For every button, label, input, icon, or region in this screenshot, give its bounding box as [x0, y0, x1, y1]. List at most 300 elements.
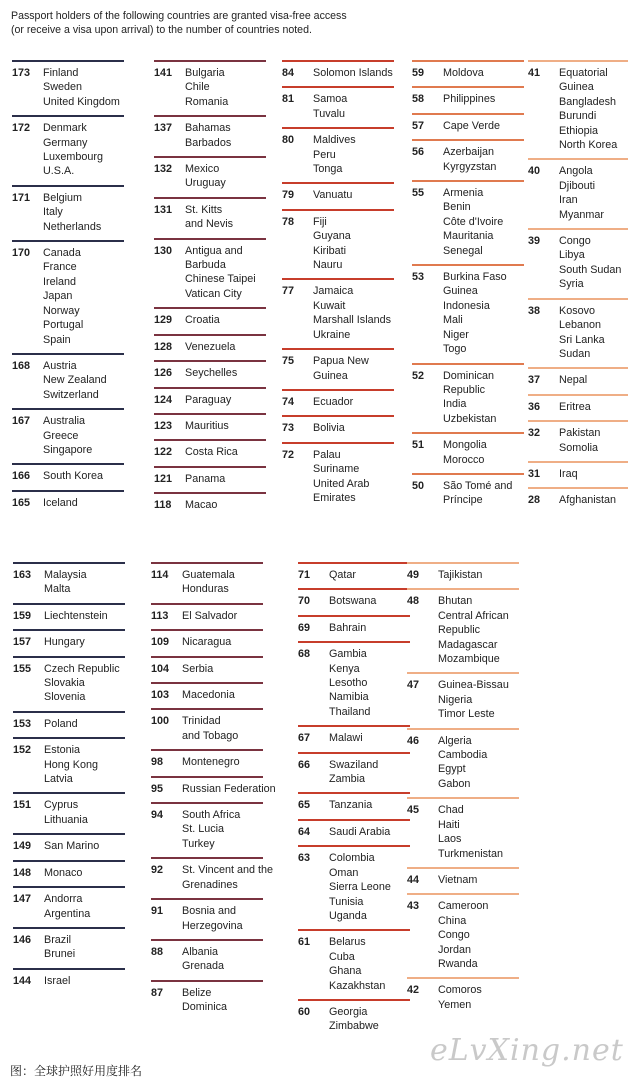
country-name: Netherlands — [43, 220, 102, 233]
country-name: Lithuania — [44, 813, 88, 826]
country-list — [559, 467, 578, 481]
visa-free-count: 56 — [412, 146, 425, 159]
country-name: Eritrea — [559, 400, 591, 413]
country-name: Guinea-Bissau — [438, 679, 509, 692]
country-name: Palau — [313, 448, 341, 461]
rank-group — [282, 209, 393, 273]
rank-row — [282, 66, 393, 80]
rank-row — [528, 493, 621, 507]
country-list — [559, 304, 605, 362]
visa-free-count: 144 — [13, 974, 32, 987]
rank-group — [154, 334, 256, 354]
visa-free-count: 168 — [12, 359, 31, 372]
rank-divider — [298, 725, 410, 727]
rank-divider — [154, 413, 266, 415]
rank-divider — [528, 298, 628, 300]
country-name: Uruguay — [185, 177, 226, 190]
country-name: Djibouti — [559, 179, 596, 192]
country-name: Madagascar — [438, 638, 498, 651]
country-name: Armenia — [443, 187, 484, 200]
bottom-column-1 — [13, 562, 120, 994]
country-name: United Arab — [313, 477, 370, 490]
country-name: Niger — [443, 328, 469, 341]
country-name: Mauritius — [185, 419, 229, 432]
country-list — [559, 66, 617, 152]
country-name: Comoros — [438, 984, 482, 997]
rank-row — [412, 92, 512, 106]
country-name: Gabon — [438, 777, 471, 790]
rank-divider — [298, 615, 410, 617]
country-name: Ukraine — [313, 328, 351, 341]
rank-row — [12, 496, 120, 510]
rank-row — [298, 594, 391, 608]
visa-free-count: 77 — [282, 285, 295, 298]
rank-divider — [12, 240, 124, 242]
country-name: Mauritania — [443, 230, 494, 243]
country-list — [44, 839, 99, 853]
country-list — [329, 758, 378, 787]
visa-free-count: 146 — [13, 933, 32, 946]
country-name: Singapore — [43, 443, 93, 456]
top-column-4 — [412, 60, 512, 514]
country-list — [182, 863, 273, 892]
rank-divider — [151, 656, 263, 658]
country-name: Namibia — [329, 691, 369, 704]
rank-row — [282, 92, 393, 121]
rank-divider — [154, 466, 266, 468]
country-name: Guinea — [443, 285, 478, 298]
visa-free-count: 39 — [528, 235, 541, 248]
visa-free-count: 69 — [298, 621, 311, 634]
country-name: Turkey — [182, 837, 215, 850]
country-name: Denmark — [43, 122, 87, 135]
country-name: Uganda — [329, 909, 367, 922]
country-name: Belgium — [43, 191, 83, 204]
rank-group — [12, 185, 120, 234]
country-name: Cuba — [329, 950, 355, 963]
country-name: Zimbabwe — [329, 1020, 379, 1033]
country-name: Ghana — [329, 965, 362, 978]
country-name: Maldives — [313, 134, 356, 147]
visa-free-count: 45 — [407, 804, 420, 817]
country-list — [329, 621, 366, 635]
country-list — [438, 594, 509, 666]
rank-divider — [13, 737, 125, 739]
country-name: Libya — [559, 249, 585, 262]
country-name: Paraguay — [185, 393, 232, 406]
country-name: Switzerland — [43, 388, 99, 401]
country-name: Equatorial — [559, 67, 608, 79]
rank-group — [407, 672, 509, 721]
rank-divider — [12, 490, 124, 492]
visa-free-count: 173 — [12, 67, 31, 79]
country-name: Angola — [559, 165, 593, 178]
country-name: Central African — [438, 609, 509, 622]
country-name: Mozambique — [438, 653, 500, 666]
country-list — [443, 270, 507, 356]
visa-free-count: 118 — [154, 499, 172, 512]
rank-group — [298, 725, 391, 745]
rank-divider — [154, 360, 266, 362]
country-name: Tanzania — [329, 799, 373, 812]
country-name: Timor Leste — [438, 708, 495, 721]
country-name: Burundi — [559, 110, 597, 123]
country-list — [313, 188, 352, 202]
country-name: Canada — [43, 247, 81, 260]
rank-row — [528, 164, 621, 222]
visa-free-count: 65 — [298, 799, 311, 812]
rank-group — [13, 833, 120, 853]
visa-free-count: 166 — [12, 470, 31, 483]
country-name: Iran — [559, 194, 578, 207]
country-list — [44, 933, 75, 962]
country-name: Costa Rica — [185, 446, 238, 459]
rank-divider — [13, 927, 125, 929]
country-list — [43, 414, 92, 457]
rank-row — [154, 472, 256, 486]
country-name: Slovakia — [44, 677, 85, 690]
rank-group — [13, 968, 120, 988]
country-name: Andorra — [44, 893, 83, 906]
country-list — [185, 340, 235, 354]
country-list — [43, 469, 103, 483]
rank-group — [13, 629, 120, 649]
country-name: Pakistan — [559, 427, 601, 440]
country-name: Gambia — [329, 648, 367, 661]
country-list — [443, 66, 484, 80]
rank-divider — [528, 367, 628, 369]
country-name: Argentina — [44, 907, 91, 920]
bottom-column-4 — [407, 562, 509, 1018]
figure-caption: 图：全球护照好用度排名 — [10, 1064, 143, 1078]
rank-row — [151, 755, 276, 769]
country-name: New Zealand — [43, 374, 107, 387]
visa-free-count: 53 — [412, 271, 425, 284]
country-list — [313, 284, 391, 342]
rank-divider — [12, 60, 124, 62]
country-list — [44, 743, 98, 786]
visa-free-count: 109 — [151, 636, 170, 649]
country-name: São Tomé and — [443, 479, 513, 492]
visa-free-count: 38 — [528, 304, 541, 317]
rank-group — [298, 562, 391, 582]
visa-free-count: 74 — [282, 395, 295, 408]
rank-group — [154, 387, 256, 407]
visa-free-count: 59 — [412, 67, 425, 79]
country-name: Chinese Taipei — [185, 273, 256, 286]
rank-row — [151, 945, 276, 974]
rank-row — [407, 678, 509, 721]
country-name: Bhutan — [438, 595, 473, 608]
country-name: Venezuela — [185, 340, 236, 353]
rank-divider — [528, 228, 628, 230]
rank-row — [298, 731, 391, 745]
rank-row — [13, 635, 120, 649]
country-name: St. Lucia — [182, 823, 225, 836]
visa-free-count: 126 — [154, 367, 173, 380]
rank-group — [282, 278, 393, 342]
country-name: Israel — [44, 974, 71, 987]
rank-group — [298, 641, 391, 719]
country-name: Botswana — [329, 595, 377, 608]
visa-free-count: 40 — [528, 165, 541, 178]
visa-free-count: 141 — [154, 67, 173, 79]
visa-free-count: 95 — [151, 782, 164, 795]
rank-row — [412, 270, 512, 356]
rank-divider — [412, 86, 524, 88]
country-name: Qatar — [329, 569, 357, 581]
country-list — [329, 935, 385, 993]
rank-group — [13, 711, 120, 731]
visa-free-count: 171 — [12, 191, 31, 204]
rank-group — [13, 927, 120, 962]
rank-divider — [298, 792, 410, 794]
rank-row — [13, 892, 120, 921]
visa-free-count: 167 — [12, 415, 31, 428]
rank-divider — [282, 348, 394, 350]
country-name: and Nevis — [185, 218, 234, 231]
rank-group — [412, 60, 512, 80]
country-name: Iraq — [559, 467, 578, 480]
country-list — [185, 366, 237, 380]
visa-free-count: 123 — [154, 419, 173, 432]
rank-group — [151, 682, 276, 702]
country-name: France — [43, 261, 77, 274]
rank-divider — [13, 886, 125, 888]
visa-free-count: 58 — [412, 93, 425, 106]
visa-free-count: 98 — [151, 756, 164, 769]
country-name: Cameroon — [438, 900, 489, 913]
country-list — [559, 234, 621, 292]
country-name: Yemen — [438, 998, 472, 1011]
country-name: Chad — [438, 804, 464, 817]
country-list — [44, 866, 82, 880]
country-name: Oman — [329, 866, 359, 879]
visa-free-count: 121 — [154, 472, 173, 485]
visa-free-count: 79 — [282, 189, 295, 202]
country-name: Guyana — [313, 230, 351, 243]
country-name: Hungary — [44, 636, 85, 649]
country-name: Chile — [185, 81, 210, 94]
country-name: Nigeria — [438, 693, 473, 706]
country-list — [329, 647, 370, 719]
country-name: Algeria — [438, 734, 472, 747]
country-list — [182, 714, 238, 743]
rank-row — [298, 758, 391, 787]
country-name: Bolivia — [313, 422, 345, 435]
rank-group — [412, 363, 512, 427]
rank-group — [12, 353, 120, 402]
country-list — [43, 121, 103, 179]
country-list — [313, 448, 369, 506]
visa-free-count: 114 — [151, 569, 169, 581]
rank-divider — [298, 845, 410, 847]
country-name: Cambodia — [438, 749, 488, 762]
country-name: Myanmar — [559, 208, 604, 221]
rank-row — [282, 133, 393, 176]
rank-group — [298, 752, 391, 787]
country-name: Egypt — [438, 763, 466, 776]
rank-divider — [282, 415, 394, 417]
country-name: Tonga — [313, 163, 343, 176]
visa-free-count: 46 — [407, 734, 420, 747]
country-name: Iceland — [43, 496, 78, 509]
rank-group — [154, 115, 256, 150]
country-name: Benin — [443, 201, 471, 214]
visa-free-count: 91 — [151, 905, 164, 918]
rank-row — [412, 119, 512, 133]
visa-free-count: 41 — [528, 67, 541, 79]
rank-divider — [298, 588, 410, 590]
country-list — [443, 369, 496, 427]
country-name: Latvia — [44, 773, 73, 786]
visa-free-count: 75 — [282, 355, 295, 368]
country-name: Somolia — [559, 441, 599, 454]
rank-row — [13, 866, 120, 880]
visa-free-count: 147 — [13, 893, 32, 906]
country-name: Vanuatu — [313, 189, 353, 202]
rank-row — [407, 568, 509, 582]
country-name: Slovenia — [44, 691, 86, 704]
country-name: Liechtenstein — [44, 609, 108, 622]
top-column-1 — [12, 60, 120, 516]
rank-row — [412, 369, 512, 427]
country-list — [329, 798, 372, 812]
rank-row — [407, 734, 509, 792]
rank-group — [154, 466, 256, 486]
rank-divider — [154, 439, 266, 441]
country-name: Haiti — [438, 818, 460, 831]
visa-free-count: 32 — [528, 427, 541, 440]
rank-row — [13, 798, 120, 827]
rank-divider — [412, 432, 524, 434]
rank-divider — [407, 588, 519, 590]
country-list — [559, 493, 616, 507]
rank-divider — [151, 562, 263, 564]
country-name: Bangladesh — [559, 95, 617, 108]
country-list — [44, 609, 108, 623]
country-name: Mali — [443, 314, 463, 327]
rank-group — [407, 562, 509, 582]
top-column-2 — [154, 60, 256, 519]
rank-divider — [151, 898, 263, 900]
rank-group — [407, 588, 509, 666]
rank-group — [154, 439, 256, 459]
visa-free-count: 148 — [13, 866, 32, 879]
rank-row — [528, 304, 621, 362]
rank-row — [298, 935, 391, 993]
country-name: Dominican — [443, 369, 495, 382]
rank-group — [282, 60, 393, 80]
rank-group — [154, 413, 256, 433]
rank-row — [282, 421, 393, 435]
rank-row — [412, 145, 512, 174]
rank-group — [412, 432, 512, 467]
rank-divider — [282, 389, 394, 391]
rank-group — [528, 298, 621, 362]
country-name: Philippines — [443, 93, 496, 106]
country-list — [44, 635, 85, 649]
rank-row — [12, 246, 120, 347]
rank-group — [412, 264, 512, 356]
rank-divider — [298, 929, 410, 931]
rank-divider — [282, 209, 394, 211]
country-list — [44, 974, 70, 988]
rank-group — [154, 60, 256, 109]
visa-free-count: 48 — [407, 595, 420, 608]
rank-divider — [412, 139, 524, 141]
visa-free-count: 137 — [154, 122, 173, 135]
rank-row — [528, 234, 621, 292]
country-name: Thailand — [329, 705, 371, 718]
country-name: Senegal — [443, 244, 483, 257]
country-name: Grenadines — [182, 878, 238, 891]
rank-row — [528, 400, 621, 414]
country-name: Azerbaijan — [443, 146, 495, 159]
rank-divider — [151, 708, 263, 710]
visa-free-count: 113 — [151, 609, 169, 622]
rank-group — [12, 240, 120, 347]
country-name: North Korea — [559, 139, 618, 152]
bottom-column-3 — [298, 562, 391, 1040]
rank-divider — [154, 60, 266, 62]
country-name: Antigua and — [185, 244, 243, 257]
rank-group — [151, 776, 276, 796]
rank-group — [151, 898, 276, 933]
country-list — [182, 945, 224, 974]
country-list — [438, 873, 477, 887]
country-name: Guinea — [559, 81, 594, 94]
rank-row — [282, 354, 393, 383]
rank-group — [528, 394, 621, 414]
rank-divider — [151, 802, 263, 804]
rank-row — [12, 66, 120, 109]
visa-free-count: 49 — [407, 569, 420, 581]
country-name: Zambia — [329, 773, 366, 786]
rank-row — [282, 395, 393, 409]
visa-free-count: 60 — [298, 1005, 311, 1018]
country-name: Lebanon — [559, 319, 602, 332]
rank-divider — [282, 60, 394, 62]
country-name: Bulgaria — [185, 67, 225, 79]
country-name: Tunisia — [329, 895, 364, 908]
country-name: Côte d'Ivoire — [443, 215, 504, 228]
country-name: Congo — [559, 235, 591, 248]
rank-row — [407, 594, 509, 666]
rank-divider — [407, 977, 519, 979]
country-name: Uzbekistan — [443, 412, 497, 425]
country-name: Tajikistan — [438, 569, 483, 581]
rank-group — [528, 158, 621, 222]
country-name: Kenya — [329, 662, 360, 675]
country-name: Monaco — [44, 866, 83, 879]
visa-free-count: 151 — [13, 799, 32, 812]
rank-row — [528, 66, 621, 152]
rank-group — [298, 588, 391, 608]
rank-divider — [151, 629, 263, 631]
country-name: Príncipe — [443, 494, 483, 507]
visa-free-count: 157 — [13, 636, 32, 649]
country-list — [182, 568, 235, 597]
country-name: Belize — [182, 986, 212, 999]
rank-divider — [528, 394, 628, 396]
rank-group — [298, 615, 391, 635]
country-name: Bahamas — [185, 122, 231, 135]
country-name: Romania — [185, 95, 229, 108]
rank-row — [13, 662, 120, 705]
visa-free-count: 165 — [12, 496, 31, 509]
rank-row — [154, 203, 256, 232]
